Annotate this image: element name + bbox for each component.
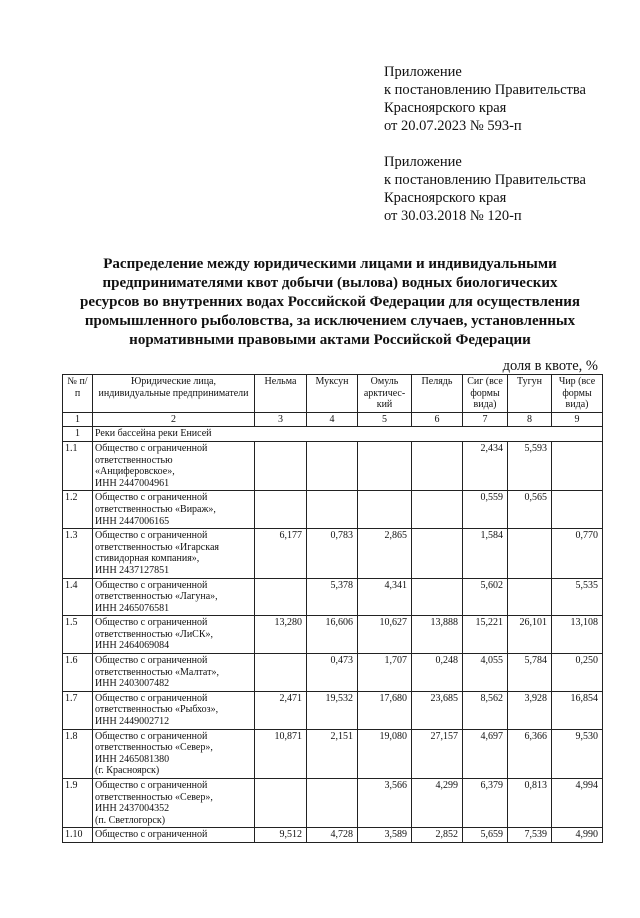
section-num: 1 [63, 427, 93, 442]
table-row [63, 654, 603, 692]
row-num: 1.5 [63, 616, 93, 654]
quota-cell [307, 491, 358, 529]
column-index: 1 [63, 412, 93, 427]
quota-cell: 16,854 [552, 691, 603, 729]
row-num: 1.8 [63, 729, 93, 778]
quota-cell: 0,565 [508, 491, 552, 529]
header-omul: Омуль арктичес-кий [358, 375, 412, 413]
quota-cell [255, 578, 307, 616]
quota-cell: 17,680 [358, 691, 412, 729]
quota-cell: 0,559 [463, 491, 508, 529]
table-row [63, 828, 603, 843]
row-num: 1.6 [63, 654, 93, 692]
appendix-line: Красноярского края [384, 190, 507, 206]
table-row [63, 729, 603, 778]
header-muksun: Муксун [307, 375, 358, 413]
quota-cell: 9,530 [552, 729, 603, 778]
quota-cell: 19,080 [358, 729, 412, 778]
quota-cell: 1,584 [463, 529, 508, 578]
quota-cell [307, 441, 358, 490]
quota-cell: 4,299 [412, 779, 463, 828]
quota-cell: 2,865 [358, 529, 412, 578]
column-index: 9 [552, 412, 603, 427]
document-title [60, 255, 600, 350]
quota-cell [412, 491, 463, 529]
quota-cell [552, 491, 603, 529]
quota-cell [307, 779, 358, 828]
quota-cell: 5,378 [307, 578, 358, 616]
appendix-original-block [384, 153, 624, 225]
quota-cell: 16,606 [307, 616, 358, 654]
entity-name: Общество с ограниченной [93, 828, 255, 843]
quota-cell [412, 578, 463, 616]
quota-cell: 27,157 [412, 729, 463, 778]
quota-cell: 4,697 [463, 729, 508, 778]
quota-cell: 13,108 [552, 616, 603, 654]
quota-cell: 5,784 [508, 654, 552, 692]
title-line: нормативными правовыми актами Российской Федерации [129, 332, 531, 348]
appendix-line: от 20.07.2023 № 593-п [384, 118, 522, 134]
entity-name: Общество с ограниченной ответственностью «Вираж», ИНН 2447006165 [93, 491, 255, 529]
quota-cell [358, 491, 412, 529]
column-index: 7 [463, 412, 508, 427]
section-row [63, 427, 603, 442]
quota-cell [412, 441, 463, 490]
quota-cell [255, 441, 307, 490]
unit-label: доля в квоте, % [502, 358, 598, 374]
appendix-line: Приложение [384, 154, 462, 170]
quota-cell: 26,101 [508, 616, 552, 654]
column-index: 6 [412, 412, 463, 427]
quota-cell: 6,366 [508, 729, 552, 778]
quota-cell: 4,990 [552, 828, 603, 843]
column-index: 8 [508, 412, 552, 427]
quota-cell [412, 529, 463, 578]
quota-cell: 0,248 [412, 654, 463, 692]
appendix-line: Красноярского края [384, 100, 507, 116]
header-num: № п/п [63, 375, 93, 413]
quota-cell: 10,871 [255, 729, 307, 778]
quota-cell: 15,221 [463, 616, 508, 654]
column-index-row [63, 412, 603, 427]
column-index: 4 [307, 412, 358, 427]
appendix-line: от 30.03.2018 № 120-п [384, 208, 522, 224]
quota-cell: 6,177 [255, 529, 307, 578]
quota-cell: 5,602 [463, 578, 508, 616]
header-peled: Пелядь [412, 375, 463, 413]
quota-table [62, 374, 603, 843]
title-line: Распределение между юридическими лицами и индивидуальными [103, 256, 557, 272]
quota-cell: 5,535 [552, 578, 603, 616]
title-line: промышленного рыболовства, за исключением случаев, установленных [84, 313, 576, 329]
quota-cell: 0,473 [307, 654, 358, 692]
quota-cell: 5,659 [463, 828, 508, 843]
quota-cell [255, 654, 307, 692]
quota-cell: 6,379 [463, 779, 508, 828]
appendix-line: к постановлению Правительства [384, 82, 586, 98]
quota-cell: 19,532 [307, 691, 358, 729]
table-row [63, 529, 603, 578]
row-num: 1.9 [63, 779, 93, 828]
quota-cell: 2,151 [307, 729, 358, 778]
row-num: 1.4 [63, 578, 93, 616]
entity-name: Общество с ограниченной ответственностью «Анциферовское», ИНН 2447004961 [93, 441, 255, 490]
quota-cell [255, 491, 307, 529]
quota-cell: 10,627 [358, 616, 412, 654]
quota-cell: 2,852 [412, 828, 463, 843]
quota-cell: 4,341 [358, 578, 412, 616]
quota-cell: 0,250 [552, 654, 603, 692]
quota-cell: 4,994 [552, 779, 603, 828]
quota-cell: 4,728 [307, 828, 358, 843]
entity-name: Общество с ограниченной ответственностью «Рыбхоз», ИНН 2449002712 [93, 691, 255, 729]
entity-name: Общество с ограниченной ответственностью «Север», ИНН 2437004352 (п. Светлогорск) [93, 779, 255, 828]
quota-cell: 5,593 [508, 441, 552, 490]
entity-name: Общество с ограниченной ответственностью «Лагуна», ИНН 2465076581 [93, 578, 255, 616]
header-sig: Сиг (все формы вида) [463, 375, 508, 413]
appendix-line: к постановлению Правительства [384, 172, 586, 188]
quota-cell: 3,589 [358, 828, 412, 843]
quota-cell [552, 441, 603, 490]
header-tugun: Тугун [508, 375, 552, 413]
table-row [63, 578, 603, 616]
table-row [63, 691, 603, 729]
quota-cell: 8,562 [463, 691, 508, 729]
header-chir: Чир (все формы вида) [552, 375, 603, 413]
table-row [63, 491, 603, 529]
row-num: 1.3 [63, 529, 93, 578]
quota-cell: 13,280 [255, 616, 307, 654]
column-index: 5 [358, 412, 412, 427]
table-row [63, 779, 603, 828]
quota-cell [508, 578, 552, 616]
row-num: 1.2 [63, 491, 93, 529]
quota-cell: 4,055 [463, 654, 508, 692]
header-row [63, 375, 603, 413]
quota-cell: 13,888 [412, 616, 463, 654]
title-line: предпринимателями квот добычи (вылова) водных биологических [102, 275, 558, 291]
appendix-current-block [384, 63, 624, 135]
entity-name: Общество с ограниченной ответственностью «Север», ИНН 2465081380 (г. Красноярск) [93, 729, 255, 778]
table-row [63, 616, 603, 654]
quota-cell: 9,512 [255, 828, 307, 843]
row-num: 1.1 [63, 441, 93, 490]
column-index: 3 [255, 412, 307, 427]
quota-cell: 3,928 [508, 691, 552, 729]
column-index: 2 [93, 412, 255, 427]
quota-cell: 0,813 [508, 779, 552, 828]
row-num: 1.10 [63, 828, 93, 843]
section-label: Реки бассейна реки Енисей [93, 427, 603, 442]
entity-name: Общество с ограниченной ответственностью «Малтат», ИНН 2403007482 [93, 654, 255, 692]
table-row [63, 441, 603, 490]
quota-cell: 23,685 [412, 691, 463, 729]
quota-cell [358, 441, 412, 490]
quota-cell: 3,566 [358, 779, 412, 828]
quota-cell: 0,770 [552, 529, 603, 578]
quota-cell [508, 529, 552, 578]
quota-cell: 1,707 [358, 654, 412, 692]
row-num: 1.7 [63, 691, 93, 729]
quota-cell: 2,471 [255, 691, 307, 729]
quota-cell: 7,539 [508, 828, 552, 843]
quota-cell: 2,434 [463, 441, 508, 490]
title-line: ресурсов во внутренних водах Российской Федерации для осуществления [80, 294, 580, 310]
quota-cell [255, 779, 307, 828]
quota-cell: 0,783 [307, 529, 358, 578]
entity-name: Общество с ограниченной ответственностью «ЛиСК», ИНН 2464069084 [93, 616, 255, 654]
appendix-line: Приложение [384, 64, 462, 80]
header-entity: Юридические лица, индивидуальные предприниматели [93, 375, 255, 413]
entity-name: Общество с ограниченной ответственностью «Игарская стивидорная компания», ИНН 2437127851 [93, 529, 255, 578]
header-nelma: Нельма [255, 375, 307, 413]
